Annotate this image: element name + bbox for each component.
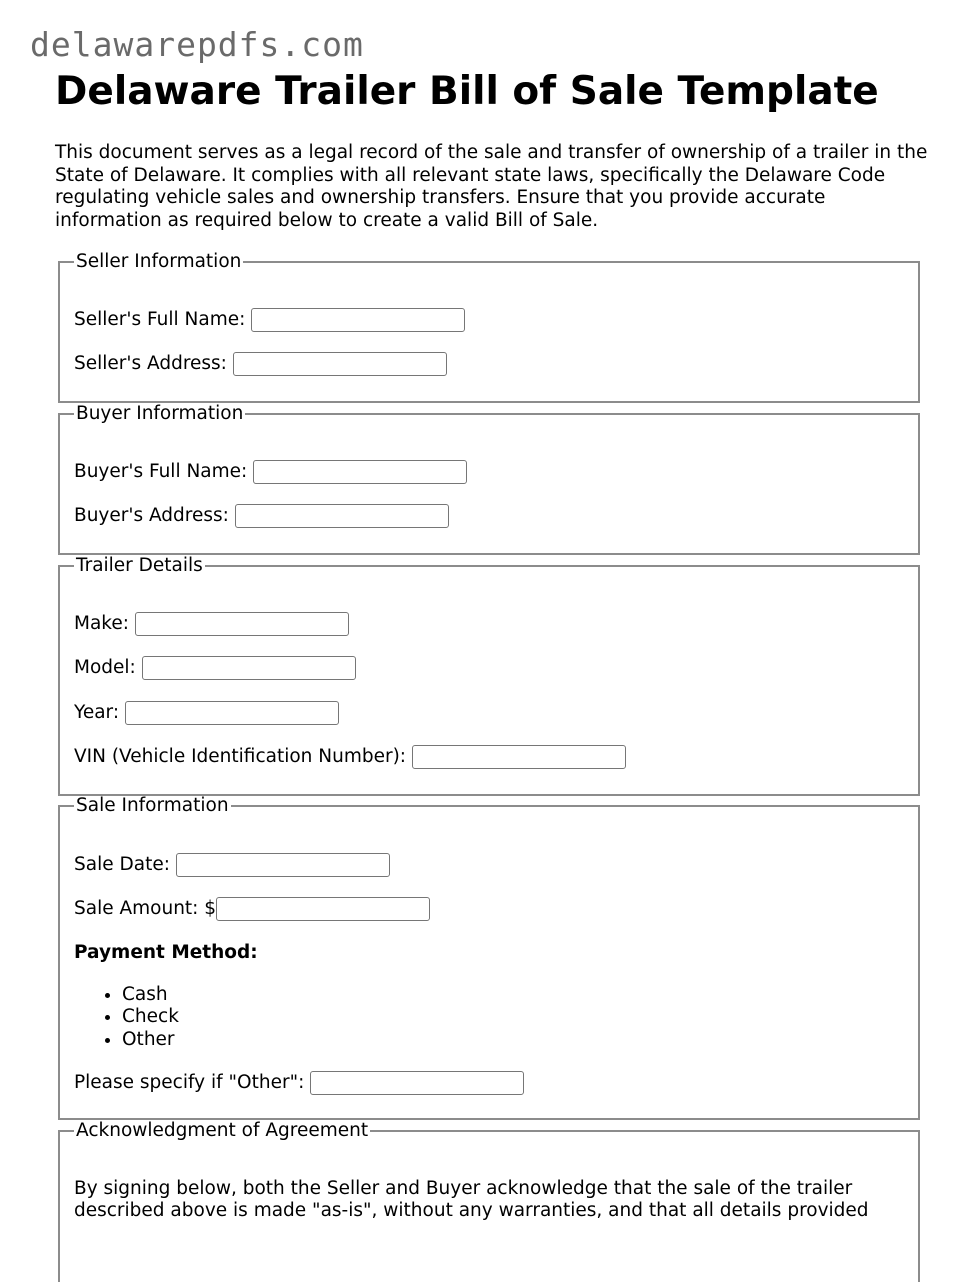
payment-method-other: • Other	[122, 1029, 179, 1052]
sale-amount-input[interactable]	[216, 897, 430, 921]
sale-information-section	[58, 797, 920, 1120]
buyer-information-legend: Buyer Information	[76, 403, 244, 424]
payment-method-list	[74, 984, 179, 1052]
trailer-details-section	[58, 557, 920, 796]
other-method-label: Please specify if "Other":	[74, 1072, 305, 1093]
acknowledgment-section	[58, 1122, 920, 1282]
payment-method-label: Payment Method:	[74, 941, 258, 963]
trailer-details-legend: Trailer Details	[76, 555, 203, 576]
acknowledgment-legend: Acknowledgment of Agreement	[76, 1120, 369, 1141]
buyer-address-input[interactable]	[235, 504, 449, 528]
seller-name-input[interactable]	[251, 308, 465, 332]
buyer-address-label: Buyer's Address:	[74, 505, 229, 526]
trailer-model-input[interactable]	[142, 656, 356, 680]
seller-information-legend: Seller Information	[76, 251, 242, 272]
acknowledgment-text: By signing below, both the Seller and Buyer acknowledge that the sale of the trailer described above is made "as-is", without any warranties, and that all details provided	[74, 1177, 869, 1221]
other-method-row	[74, 1071, 524, 1095]
trailer-model-row	[74, 656, 356, 680]
seller-information-section	[58, 253, 920, 403]
seller-address-label: Seller's Address:	[74, 353, 227, 374]
buyer-name-input[interactable]	[253, 460, 467, 484]
trailer-make-row	[74, 612, 349, 636]
payment-method-check: • Check	[122, 1006, 179, 1029]
page-title: Delaware Trailer Bill of Sale Template	[55, 69, 879, 114]
buyer-name-label: Buyer's Full Name:	[74, 461, 248, 482]
sale-date-input[interactable]	[176, 853, 390, 877]
payment-method-cash: • Cash	[122, 984, 179, 1007]
trailer-vin-input[interactable]	[412, 745, 626, 769]
trailer-make-label: Make:	[74, 613, 129, 634]
sale-amount-label: Sale Amount: $	[74, 898, 217, 919]
trailer-year-input[interactable]	[125, 701, 339, 725]
buyer-address-row	[74, 504, 449, 528]
other-method-input[interactable]	[310, 1071, 524, 1095]
buyer-information-section	[58, 405, 920, 555]
sale-information-legend: Sale Information	[76, 795, 229, 816]
seller-name-row	[74, 308, 465, 332]
trailer-year-row	[74, 701, 339, 725]
trailer-model-label: Model:	[74, 657, 136, 678]
trailer-vin-row	[74, 745, 626, 769]
trailer-year-label: Year:	[74, 702, 120, 723]
seller-address-row	[74, 352, 447, 376]
trailer-vin-label: VIN (Vehicle Identification Number):	[74, 746, 407, 767]
intro-paragraph: This document serves as a legal record of the sale and transfer of ownership of a trailer in the State of Delaware. It complies with all relevant state laws, specifically the Delaware Code regulating vehicle sales and ownership transfers. Ensure that you provide accurate information as required below to create a valid Bill of Sale.	[55, 142, 928, 231]
seller-address-input[interactable]	[233, 352, 447, 376]
site-watermark: delawarepdfs.com	[30, 25, 364, 64]
sale-amount-row	[74, 897, 430, 921]
trailer-make-input[interactable]	[135, 612, 349, 636]
buyer-name-row	[74, 460, 467, 484]
sale-date-row	[74, 853, 390, 877]
sale-date-label: Sale Date:	[74, 854, 170, 875]
seller-name-label: Seller's Full Name:	[74, 309, 246, 330]
